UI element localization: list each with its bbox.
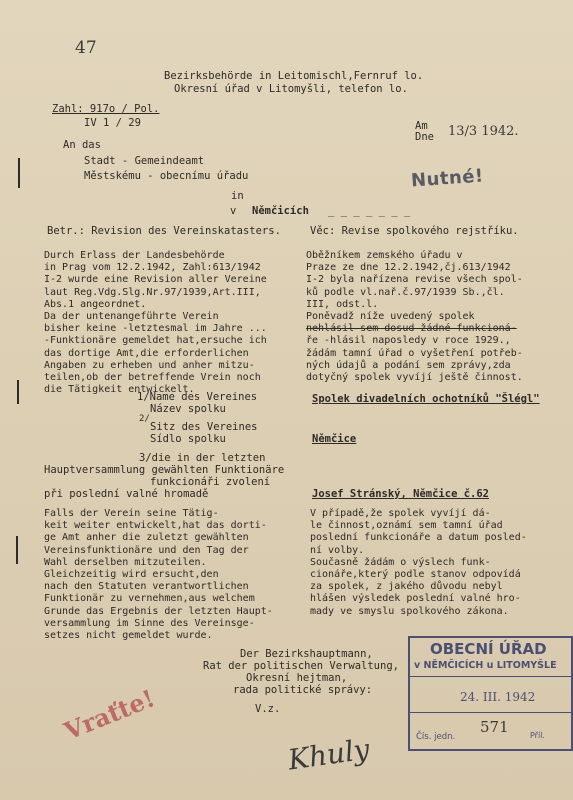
date-dne-label: Dne (415, 131, 434, 143)
text-line: Funktionär zu vernehmen,aus welchem (44, 593, 255, 605)
field1-value: Spolek divadelních ochotníků "Šlégl" (312, 393, 540, 405)
field1-label-cs: Název spolku (150, 403, 226, 415)
text-line: Abs.1 angeordnet. (44, 298, 147, 310)
document-number: 47 (75, 38, 97, 58)
field3-line2: Hauptversammlung gewählten Funktionäre (44, 464, 285, 476)
text-line: Wahl derselben mitzuteilen. (44, 556, 207, 568)
text-line: Durch Erlass der Landesbehörde (44, 250, 225, 261)
reference-number: Zahl: 917o / Pol. (52, 103, 160, 115)
stamp-cis-label: Čís. jedn. (416, 732, 456, 742)
text-line: Grunde das Ergebnis der letzten Haupt- (44, 605, 273, 617)
text-line: III, odst.l. (306, 298, 379, 310)
field2-label-cs: Sídlo spolku (150, 433, 226, 445)
text-line: -Funktionäre gemeldet hat,ersuche ich (44, 335, 267, 347)
text-line: nehlásil sem dosud žádné funkcioná- (306, 323, 517, 335)
text-line: mady ve smyslu spolkového zákona. (310, 605, 509, 617)
stamp-subtitle: v NĚMČICÍCH u LITOMYŠLE (414, 660, 557, 671)
text-line: Falls der Verein seine Tätig- (44, 508, 219, 519)
field1-label-de: 1/Name des Vereines (137, 391, 258, 403)
signature-title-1: Der Bezirkshauptmann, (240, 648, 373, 660)
nutne-stamp: Nutné! (410, 165, 485, 192)
text-line: poslední funkcionáře a datum posled- (310, 532, 527, 544)
text-line: in Prag vom 12.2.1942, Zahl:613/1942 (44, 262, 261, 274)
address-an-das: An das (63, 139, 101, 151)
text-line: I-2 wurde eine Revision aller Vereine (44, 274, 267, 286)
stamp-date: 24. III. 1942 (460, 690, 536, 704)
text-line: žádám tamní úřad o vyšetření potřeb- (306, 347, 523, 359)
address-mestskemu: Městskému - obecnímu úřadu (84, 170, 249, 182)
text-line: V případě,že spolek vyvíjí dá- (310, 508, 491, 519)
stamp-divider (410, 712, 571, 713)
text-line: Poněvadž níže uvedený spolek (306, 310, 475, 322)
text-line: ní volby. (310, 544, 365, 556)
date-value: 13/3 1942. (448, 124, 519, 139)
header-german: Bezirksbehörde in Leitomischl,Fernruf lo. (164, 70, 424, 82)
stamp-divider (410, 676, 571, 677)
address-v: v (230, 205, 237, 217)
signature-title-4: rada politické správy: (233, 684, 373, 696)
field3-line3: funkcionáři zvolení (150, 476, 271, 488)
stamp-prl-label: Příl. (530, 731, 545, 740)
text-line: versammlung im Sinne des Vereinsge- (44, 617, 255, 629)
text-line: Da der untenangeführte Verein (44, 310, 219, 322)
field2-number: 2/ (139, 414, 150, 424)
field3-line4: při poslední valné hromadě (44, 488, 209, 500)
margin-mark (16, 536, 18, 564)
text-line: Angaben zu erheben und anher mitzu- (44, 359, 255, 371)
signature-title-2: Rat der politischen Verwaltung, (203, 660, 399, 672)
text-line: die Tätigkeit entwickelt. (44, 384, 195, 396)
text-line: setzes nicht gemeldet wurde. (44, 629, 213, 641)
right-para-1 (306, 250, 523, 384)
text-line: ků podle vl.nař.č.97/1939 Sb.,čl. (306, 286, 505, 298)
text-line: le činnost,oznámí sem tamní úřad (310, 520, 503, 532)
field2-value: Němčice (312, 433, 357, 445)
vratte-stamp: Vraťte! (59, 683, 159, 746)
text-line: laut Reg.Vdg.Slg.Nr.97/1939,Art.III, (44, 286, 261, 298)
signature-title-3: Okresní hejtman, (246, 672, 348, 684)
text-line: Gleichzeitig wird ersucht,den (44, 568, 219, 580)
reference-sub: IV 1 / 29 (84, 117, 141, 129)
address-place: Němčicích (252, 205, 309, 217)
signature: Khuly (286, 732, 372, 777)
margin-mark (17, 380, 19, 404)
text-line: I-2 byla nařízena revise všech spol- (306, 274, 523, 286)
date-am-label: Am (415, 120, 428, 132)
text-line: Současně žádám o výslech funk- (310, 556, 491, 568)
text-line: hlášen výsledek poslední valné hro- (310, 593, 521, 605)
margin-mark (18, 158, 20, 188)
field3-value: Josef Stránský, Němčice č.62 (312, 488, 490, 500)
text-line: Oběžníkem zemského úřadu v (306, 250, 463, 261)
office-stamp (408, 636, 573, 751)
text-line: cionáře,který podle stanov odpovídá (310, 568, 521, 580)
subject-czech: Věc: Revise spolkového rejstříku. (310, 225, 519, 237)
header-czech: Okresní úřad v Litomyšli, telefon lo. (174, 83, 408, 95)
text-line: teilen,ob der betreffende Vrein noch (44, 371, 261, 383)
stamp-number: 571 (480, 718, 509, 736)
text-line: ných údajů a podání sem zprávy,zda (306, 359, 511, 371)
stamp-title: OBECNÍ ÚŘAD (430, 640, 547, 658)
text-line: ře -hlásil naposledy v roce 1929., (306, 335, 511, 347)
text-line: bisher keine -letztesmal im Jahre ... (44, 323, 267, 335)
left-para-1 (44, 250, 267, 396)
address-stadt: Stadt - Gemeindeamt (84, 155, 205, 167)
text-line: nach den Statuten verantwortlichen (44, 581, 249, 593)
text-line: dotyčný spolek vyvíjí ještě činnost. (306, 371, 523, 383)
address-underline: _ _ _ _ _ _ _ (328, 205, 411, 217)
field3-line1: 3/die in der letzten (139, 452, 266, 464)
address-in: in (231, 190, 244, 202)
text-line: keit weiter entwickelt,hat das dorti- (44, 520, 267, 532)
field2-label-de: Sitz des Vereines (150, 421, 258, 433)
left-para-2 (44, 508, 273, 642)
text-line: das dortige Amt,die erforderlichen (44, 347, 249, 359)
subject-german: Betr.: Revision des Vereinskatasters. (47, 225, 281, 237)
vz-label: V.z. (255, 703, 281, 715)
text-line: ge Amt anher die zuletzt gewählten (44, 532, 249, 544)
text-line: za spolek, z jakého důvodu nebyl (310, 581, 503, 593)
right-para-2 (310, 508, 527, 618)
text-line: Vereinsfunktionäre und den Tag der (44, 544, 249, 556)
text-line: Praze ze dne 12.2.1942,čj.613/1942 (306, 262, 511, 274)
